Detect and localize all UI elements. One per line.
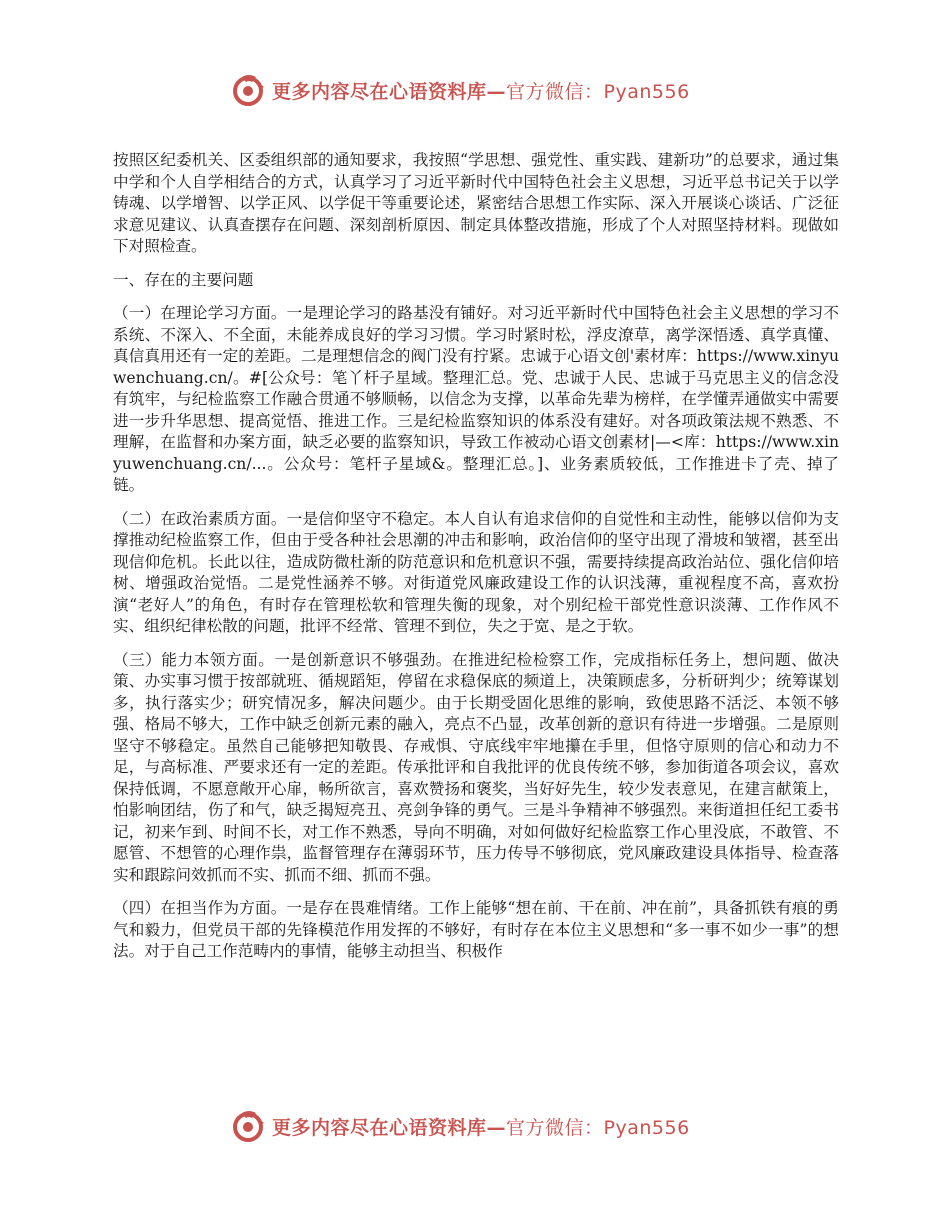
banner-text	[272, 77, 690, 104]
brand-logo-icon	[232, 73, 266, 107]
paragraph-responsibility: （四）在担当作为方面。一是存在畏难情绪。工作上能够“想在前、干在前、冲在前”，具备抓铁有痕的勇气和毅力，但党员干部的先锋模范作用发挥的不够好，有时存在本位主义思想和“多一事不如少一事”的想法。对于自己工作范畴内的事情，能够主动担当、积极作	[113, 899, 839, 960]
paragraph-theory-study: （一）在理论学习方面。一是理论学习的路基没有铺好。对习近平新时代中国特色社会主义思想的学习不系统、不深入、不全面，未能养成良好的学习习惯。学习时紧时松，浮皮潦草，离学深悟透、真学真懂、真信真用还有一定的差距。二是理想信念的阀门没有拧紧。忠诚于心语文创'素材库：https://www.xinyuwenchuang.cn/。#[公众号：笔丫杆子星域。整理汇总。党、忠诚于人民、忠诚于马克思主义的信念没有筑牢，与纪检监察工作融合贯通不够顺畅，以信念为支撑，以革命先辈为榜样，在学懂弄通做实中需要进一步升华思想、提高觉悟、推进工作。三是纪检监察知识的体系没有建好。对各项政策法规不熟悉、不理解，在监督和办案方面，缺乏必要的监察知识，导致工作被动心语文创素材|—<库：https://www.xinyuwenchuang.cn/...。公众号：笔杆子星域&。整理汇总。]、业务素质较低，工作推进卡了壳、掉了链。	[113, 304, 839, 494]
banner-wechat-text: 官方微信：Pyan556	[506, 80, 690, 103]
header-watermark-banner	[232, 70, 752, 110]
document-body	[113, 150, 839, 975]
footer-watermark-banner	[232, 1106, 752, 1146]
banner-main-text: 更多内容尽在心语资料库—	[272, 1116, 507, 1139]
intro-paragraph: 按照区纪委机关、区委组织部的通知要求，我按照“学思想、强党性、重实践、建新功”的总要求，通过集中学和个人自学相结合的方式，认真学习了习近平新时代中国特色社会主义思想，习近平总书记关于以学铸魂、以学增智、以学正风、以学促干等重要论述，紧密结合思想工作实际、深入开展谈心谈话、广泛征求意见建议、认真查摆存在问题、深刻剖析原因、制定具体整改措施，形成了个人对照坚持材料。现做如下对照检查。	[113, 151, 839, 255]
banner-text	[272, 1113, 690, 1140]
section-heading: 一、存在的主要问题	[113, 270, 254, 289]
brand-logo-icon	[232, 1109, 266, 1143]
banner-main-text: 更多内容尽在心语资料库—	[272, 80, 507, 103]
banner-wechat-text: 官方微信：Pyan556	[506, 1116, 690, 1139]
paragraph-political-quality: （二）在政治素质方面。一是信仰坚守不稳定。本人自认有追求信仰的自觉性和主动性，能够以信仰为支撑推动纪检监察工作，但由于受各种社会思潮的冲击和影响，政治信仰的坚守出现了滑坡和皱褶，甚至出现信仰危机。长此以往，造成防微杜渐的防范意识和危机意识不强，需要持续提高政治站位、强化信仰培树、增强政治觉悟。二是党性涵养不够。对街道党风廉政建设工作的认识浅薄，重视程度不高，喜欢扮演“老好人”的角色，有时存在管理松软和管理失衡的现象，对个别纪检干部党性意识淡薄、工作作风不实、组织纪律松散的问题，批评不经常、管理不到位，失之于宽、是之于软。	[113, 509, 839, 635]
paragraph-ability: （三）能力本领方面。一是创新意识不够强劲。在推进纪检检察工作，完成指标任务上，想问题、做决策、办实事习惯于按部就班、循规蹈矩，停留在求稳保底的频道上，决策顾虑多，分析研判少；统筹谋划多，执行落实少；研究情况多，解决问题少。由于长期受固化思维的影响，致使思路不活泛、本领不够强、格局不够大，工作中缺乏创新元素的融入，亮点不凸显，改革创新的意识有待进一步增强。二是原则坚守不够稳定。虽然自己能够把知敬畏、存戒惧、守底线牢牢地攥在手里，但恪守原则的信心和动力不足，与高标准、严要求还有一定的差距。传承批评和自我批评的优良传统不够，参加街道各项会议，喜欢保持低调，不愿意敞开心扉，畅所欲言，喜欢赞扬和褒奖，当好好先生，较少发表意见，在建言献策上，怕影响团结，伤了和气，缺乏揭短亮丑、亮剑争锋的勇气。三是斗争精神不够强烈。来街道担任纪工委书记，初来乍到、时间不长，对工作不熟悉，导向不明确，对如何做好纪检监察工作心里没底，不敢管、不愿管、不想管的心理作祟，监督管理存在薄弱环节，压力传导不够彻底，党风廉政建设具体指导、检查落实和跟踪问效抓而不实、抓而不细、抓而不强。	[113, 650, 839, 884]
